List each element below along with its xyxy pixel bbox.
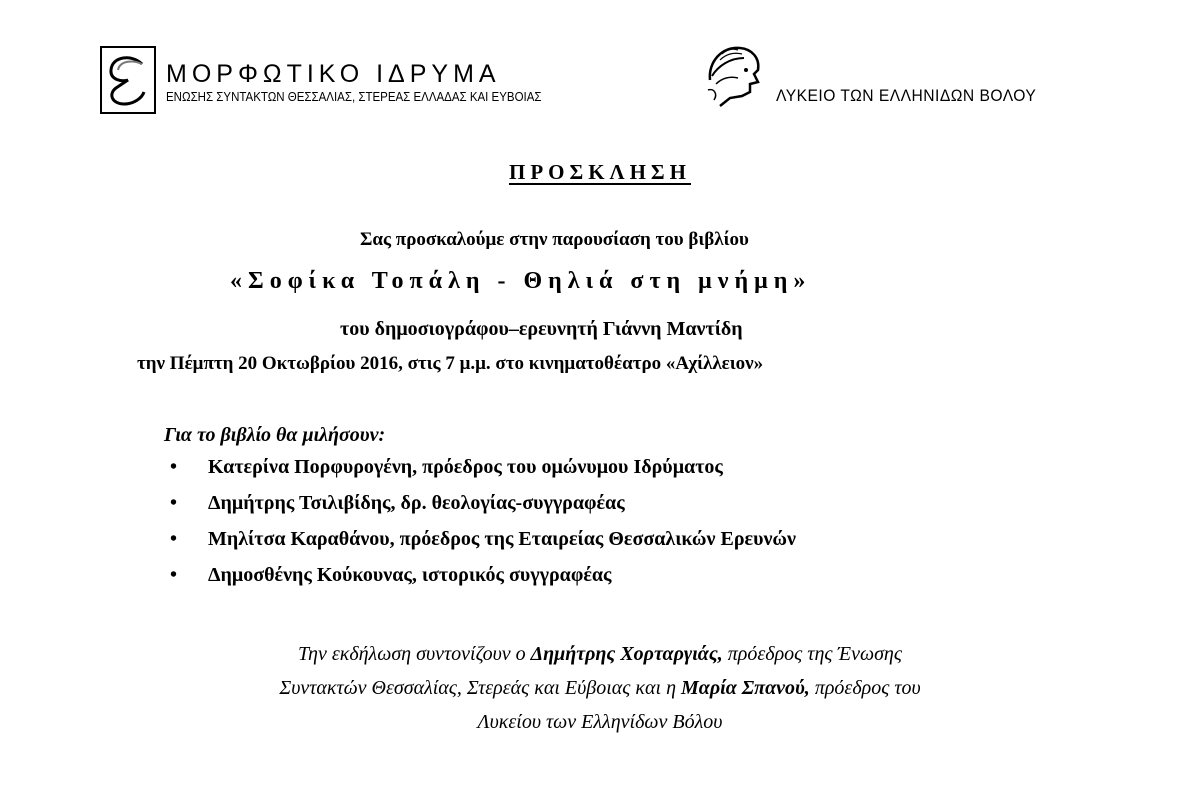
coordination-line-2: [0, 671, 1200, 705]
bullet-icon: •: [170, 528, 178, 550]
speakers-list: [164, 453, 796, 597]
speakers-heading: Για το βιβλίο θα μιλήσουν:: [164, 424, 386, 446]
intro-line: Σας προσκαλούμε στην παρουσίαση του βιβλίου: [360, 229, 749, 250]
left-organization: [166, 60, 574, 104]
coord-text: Την εκδήλωση συντονίζουν ο: [298, 643, 531, 665]
coordination-paragraph: [0, 637, 1200, 739]
date-line: την Πέμπτη 20 Οκτωβρίου 2016, στις 7 μ.μ. στο κινηματοθέατρο «Αχίλλειον»: [137, 353, 764, 374]
coordination-line-1: [0, 637, 1200, 671]
author-line: του δημοσιογράφου–ερευνητή Γιάννη Μαντίδη: [340, 318, 743, 340]
speaker-text: Δημήτρης Τσιλιβίδης, δρ. θεολογίας-συγγραφέας: [208, 492, 625, 514]
coordination-line-3: Λυκείου των Ελληνίδων Βόλου: [477, 711, 723, 733]
page-title: [0, 160, 1200, 185]
list-item: [164, 561, 796, 597]
list-item: [164, 525, 796, 561]
coord-text: πρόεδρος της Ένωσης: [722, 643, 902, 665]
speaker-text: Δημοσθένης Κούκουνας, ιστορικός συγγραφέας: [208, 564, 612, 586]
coordinator-name: Δημήτρης Χορταργιάς,: [530, 643, 723, 665]
speaker-text: Κατερίνα Πορφυρογένη, πρόεδρος του ομώνυμου Ιδρύματος: [208, 456, 723, 478]
book-title: «Σοφίκα Τοπάλη - Θηλιά στη μνήμη»: [230, 268, 812, 294]
coord-text: Συντακτών Θεσσαλίας, Στερεάς και Εύβοιας και η: [279, 677, 681, 699]
athena-head-graphic: [700, 40, 768, 110]
list-item: [164, 453, 796, 489]
right-org-name: ΛΥΚΕΙΟ ΤΩΝ ΕΛΛΗΝΙΔΩΝ ΒΟΛΟΥ: [776, 86, 1037, 105]
left-org-name: ΜΟΡΦΩΤΙΚΟ ΙΔΡΥΜΑ: [166, 60, 501, 88]
speaker-text: Μηλίτσα Καραθάνου, πρόεδρος της Εταιρείας Θεσσαλικών Ερευνών: [208, 528, 796, 550]
coord-text: πρόεδρος του: [809, 677, 921, 699]
list-item: [164, 489, 796, 525]
title-text: ΠΡΟΣΚΛΗΣΗ: [508, 160, 691, 184]
bullet-icon: •: [170, 456, 178, 478]
left-org-subtitle: ΕΝΩΣΗΣ ΣΥΝΤΑΚΤΩΝ ΘΕΣΣΑΛΙΑΣ, ΣΤΕΡΕΑΣ ΕΛΛΑΔΑΣ ΚΑΙ ΕΥΒΟΙΑΣ: [166, 90, 542, 104]
bullet-icon: •: [170, 492, 178, 514]
athena-head-logo: [700, 40, 768, 110]
coordinator-name: Μαρία Σπανού,: [681, 677, 810, 699]
bullet-icon: •: [170, 564, 178, 586]
sigma-logo: [100, 46, 156, 114]
sigma-logo-graphic: [102, 48, 154, 112]
